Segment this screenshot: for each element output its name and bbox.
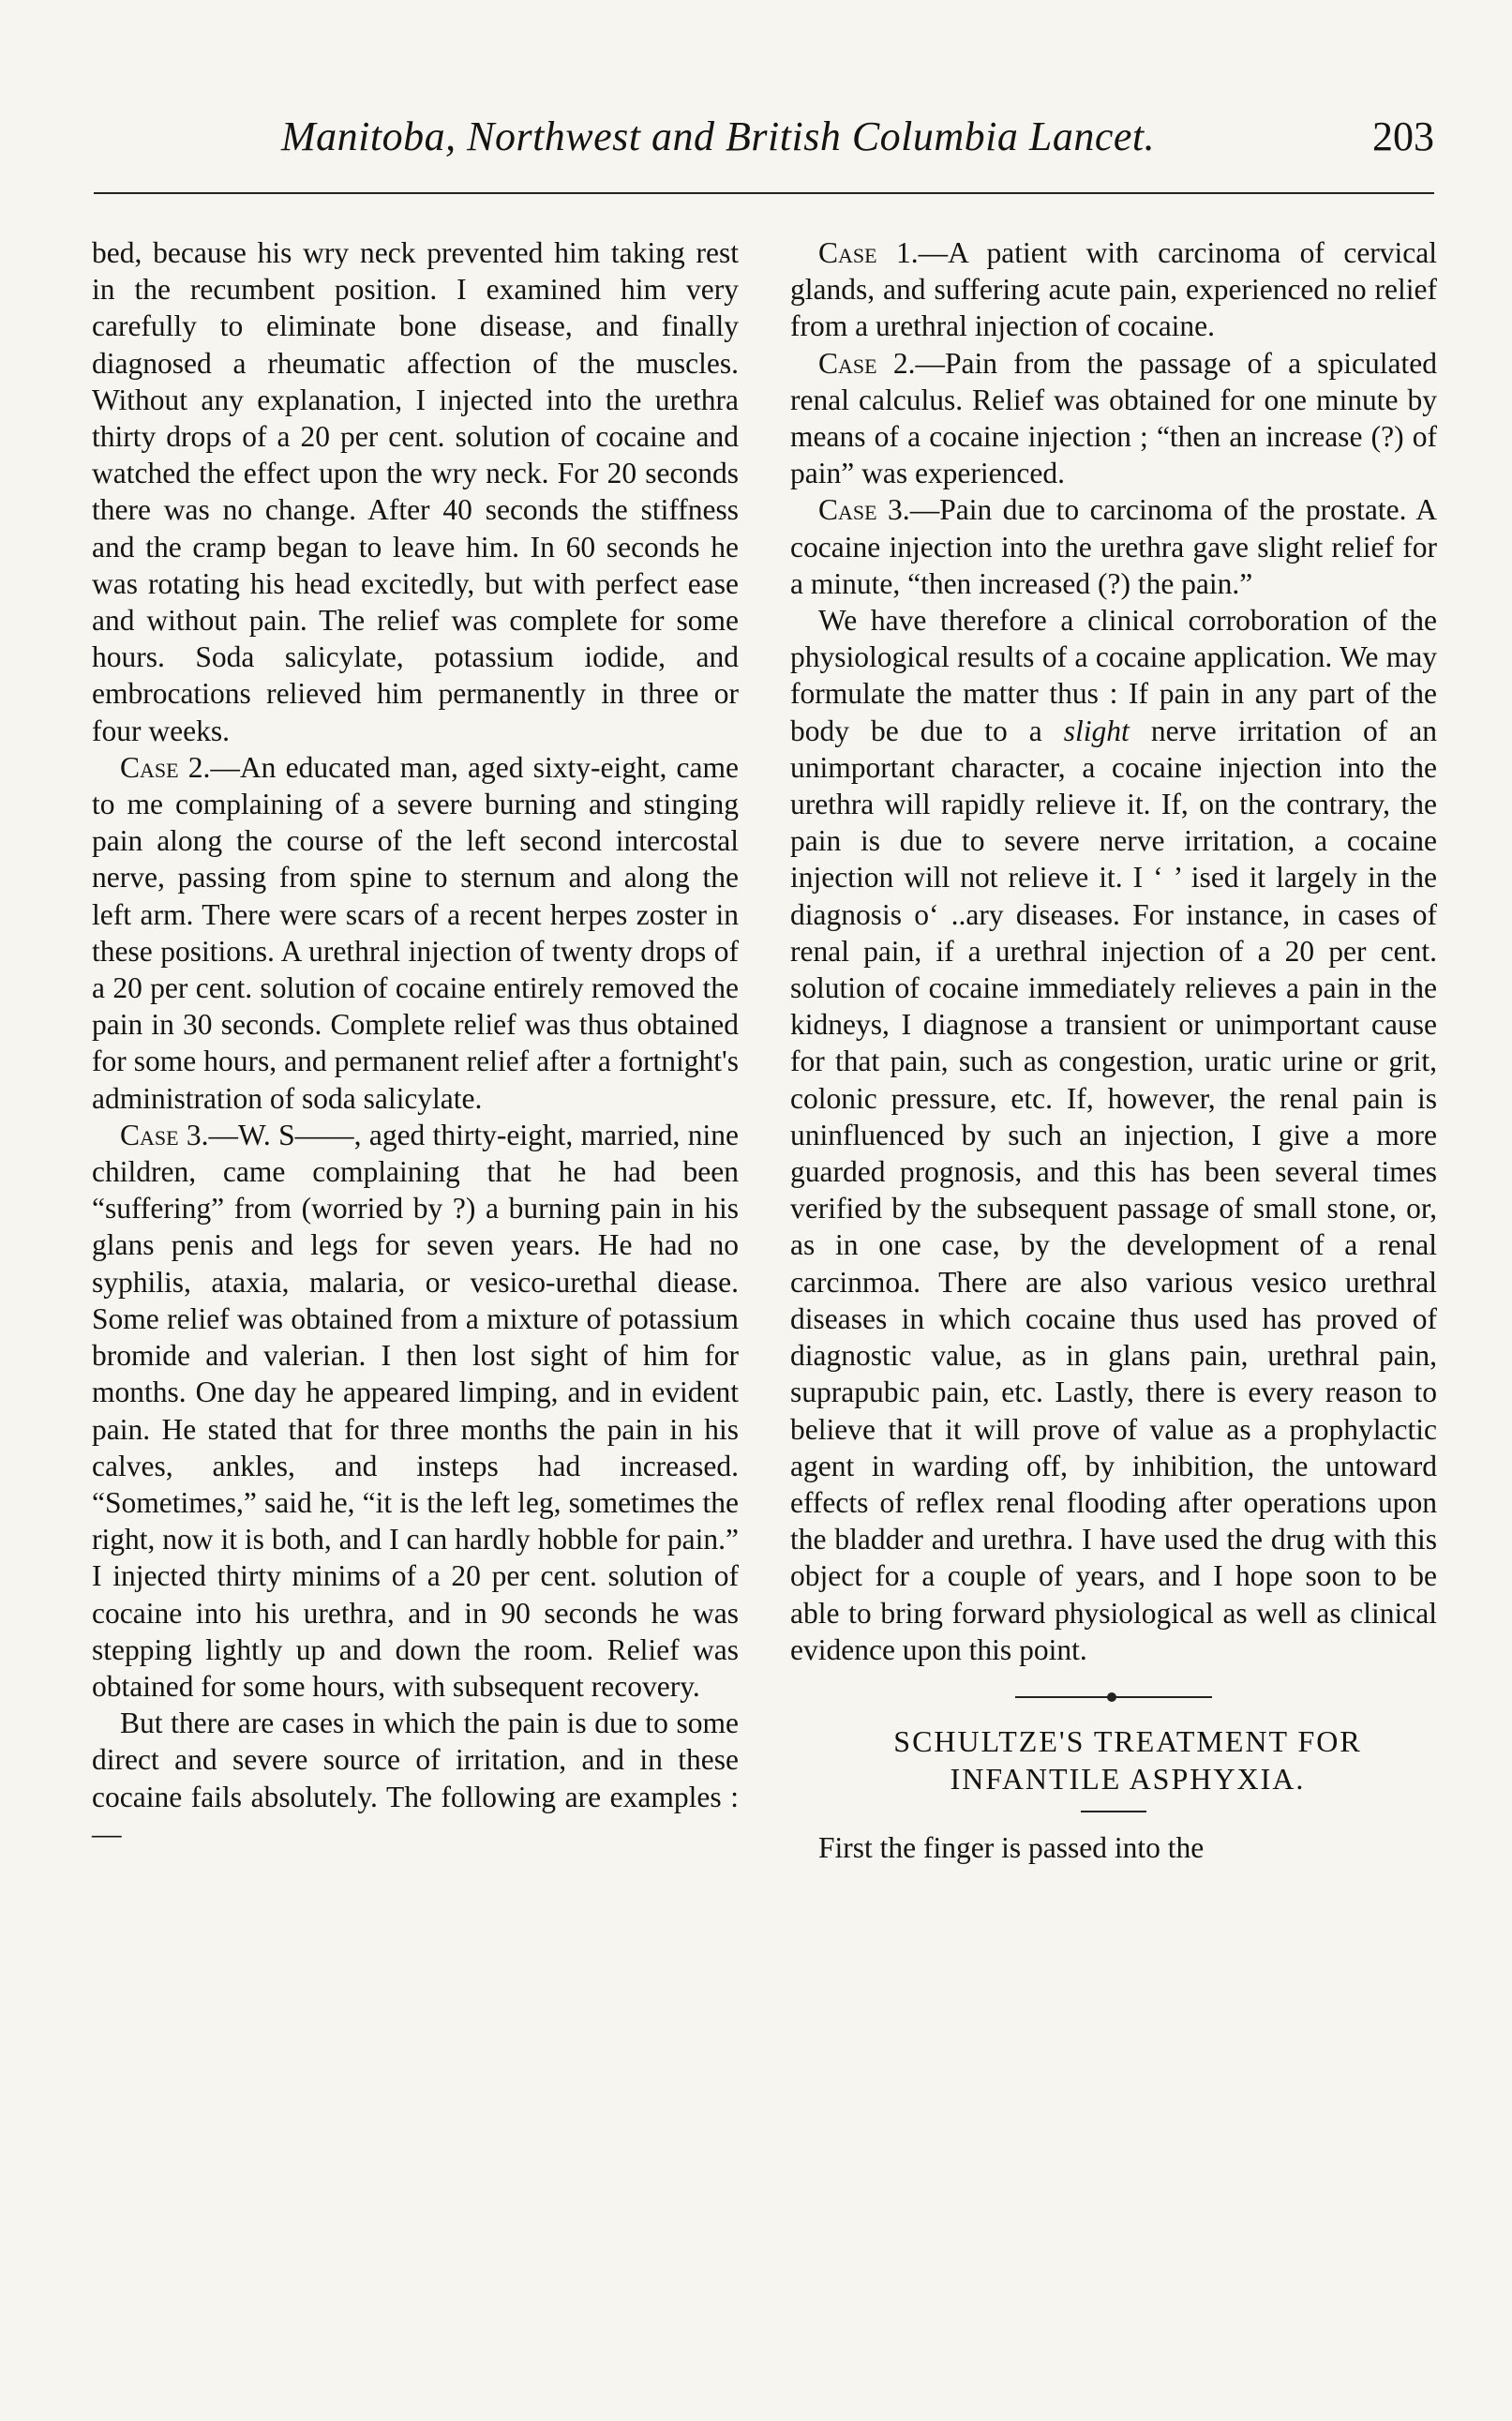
section-heading: INFANTILE ASPHYXIA. — [950, 1761, 1306, 1796]
paragraph-corroboration — [790, 602, 1437, 1668]
running-header — [94, 113, 1434, 169]
paragraph-case-3 — [92, 1117, 739, 1705]
text-run: We have therefore a clinical corroboration of the physiological results of a cocaine application. We may formulate the matter thus : If pain in any part of the body be due to a — [790, 604, 1437, 747]
section-divider — [1015, 1692, 1212, 1702]
case-text: —Pain from the passage of a spiculated renal calculus. Relief was obtained for one minute by means of a cocaine injection ; “then an increase (?) of pain” was experienced. — [790, 346, 1438, 490]
text-run: nerve irritation of an unimportant character, a cocaine injection into the urethra will rapidly relieve it. If, on the contrary, the pain is due to severe nerve irritation, a cocaine injection will not relieve it. I ‘ ’ ised it largely in the diagnosis o‘ ..ary diseases. For instance, in cases of renal pain, if a urethral injection of a 20 per cent. solution of cocaine immediately relieves a pain in the kidneys, I diagnose a transient or unimportant cause for that pain, such as congestion, uratic urine or grit, colonic pressure, etc. If, however, the renal pain is uninfluenced by such an injection, I give a more guarded prognosis, and this has been several times verified by the subsequent passage of small stone, or, as in one case, by the development of a renal carcinmoa. There are also various vesico urethral diseases in which cocaine thus used has proved of diagnostic value, as in glans pain, urethral pain, suprapubic pain, etc. Lastly, there is every reason to believe that it will prove of value as a prophylactic agent in warding off, by inhibition, the untoward effects of reflex renal flooding after operations upon the bladder and urethra. I have used the drug with this object for a couple of years, and I hope soon to be able to bring forward physiological as well as clinical evidence upon this point. — [790, 714, 1437, 1666]
case-label: Case 3. — [818, 493, 910, 527]
page-number: 203 — [1372, 113, 1434, 159]
paragraph-case-3 — [790, 491, 1437, 602]
emphasis: slight — [1063, 714, 1130, 747]
case-label: Case 2. — [120, 750, 211, 784]
case-label: Case 1. — [818, 236, 919, 269]
paragraph-case-2 — [92, 749, 739, 1117]
journal-title: Manitoba, Northwest and British Columbia Lancet. — [281, 113, 1156, 159]
header-rule — [94, 192, 1434, 194]
paragraph-final: First the finger is passed into the — [818, 1830, 1205, 1864]
heading-rule — [1081, 1811, 1146, 1812]
paragraph-case-1 — [790, 234, 1437, 345]
paragraph-case-2 — [790, 345, 1437, 492]
right-column — [790, 234, 1437, 1866]
section-heading: SCHULTZE'S TREATMENT FOR — [893, 1723, 1362, 1758]
paragraph-examples-intro: But there are cases in which the pain is due to some direct and severe source of irritation, and in these cocaine fails absolutely. The following are examples :— — [92, 1707, 739, 1850]
case-label: Case 2. — [818, 346, 916, 380]
case-label: Case 3. — [120, 1118, 209, 1151]
paragraph-continuation: bed, because his wry neck prevented him taking rest in the recumbent position. I examined him very carefully to eliminate bone disease, and finally diagnosed a rheumatic affection of the muscles. Without any explanation, I injected into the urethra thirty drops of a 20 per cent. solution of cocaine and watched the effect upon the wry neck. For 20 seconds there was no change. After 40 seconds the stiffness and the cramp began to leave him. In 60 seconds he was rotating his head excitedly, but with perfect ease and without pain. The relief was complete for some hours. Soda salicylate, potassium iodide, and embrocations relieved him permanently in three or four weeks. — [92, 236, 739, 747]
left-column — [92, 234, 739, 1852]
case-text: —Pain due to carcinoma of the prostate. A cocaine injection into the urethra gave slight relief for a minute, “then increased (?) the pain.” — [790, 493, 1437, 600]
case-text: —W. S——, aged thirty-eight, married, nine children, came complaining that he had been “suffering” from (worried by ?) a burning pain in his glans penis and legs for seven years. He had no syphilis, ataxia, malaria, or vesico-urethal diease. Some relief was obtained from a mixture of potassium bromide and valerian. I then lost sight of him for months. One day he appeared limping, and in evident pain. He stated that for three months the pain in his calves, ankles, and insteps had increased. “Sometimes,” said he, “it is the left leg, sometimes the right, now it is both, and I can hardly hobble for pain.” I injected thirty minims of a 20 per cent. solution of cocaine into his urethra, and in 90 seconds he was stepping lightly up and down the room. Relief was obtained for some hours, with subsequent recovery. — [92, 1118, 739, 1703]
case-text: —An educated man, aged sixty-eight, came to me complaining of a severe burning and stinging pain along the course of the left second intercostal nerve, passing from spine to sternum and along the left arm. There were scars of a recent herpes zoster in these positions. A urethral injection of twenty drops of a 20 per cent. solution of cocaine entirely removed the pain in 30 seconds. Complete relief was thus obtained for some hours, and permanent relief after a fortnight's administration of soda salicylate. — [92, 750, 739, 1115]
case-text: —A patient with carcinoma of cervical glands, and suffering acute pain, experienced no relief from a urethral injection of cocaine. — [790, 236, 1438, 343]
